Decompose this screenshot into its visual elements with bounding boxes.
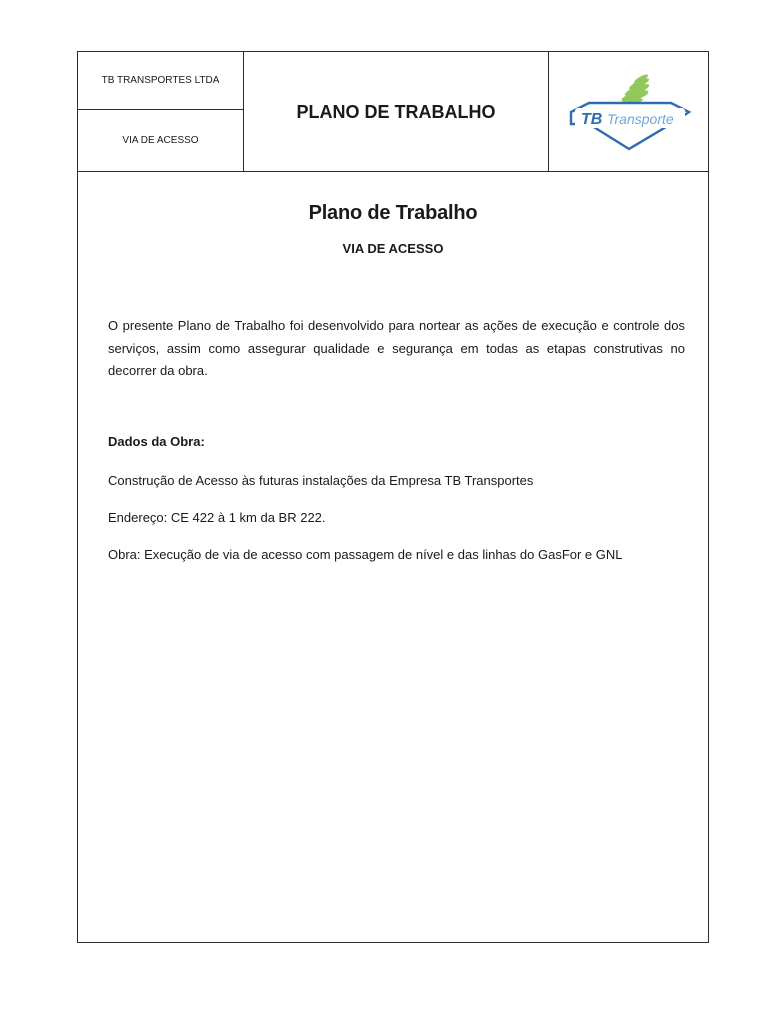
globe-logo-icon	[559, 62, 699, 162]
company-name-cell	[78, 52, 244, 110]
document-header	[78, 52, 708, 172]
paragraph-construcao: Construção de Acesso às futuras instalações da Empresa TB Transportes	[108, 473, 534, 488]
document-subtitle: VIA DE ACESSO	[342, 241, 444, 256]
document-title: Plano de Trabalho	[308, 202, 478, 224]
intro-paragraph: O presente Plano de Trabalho foi desenvolvido para nortear as ações de execução e controle dos serviços, assim como assegurar qualidade e segurança em todas as etapas construtivas no decorrer da obra.	[108, 318, 685, 378]
header-title: PLANO DE TRABALHO	[296, 102, 496, 122]
logo-text-tb: TB	[581, 110, 603, 128]
document-frame	[77, 51, 709, 943]
header-title-cell	[244, 52, 549, 171]
logo-text-transporte: Transporte	[607, 110, 674, 127]
company-logo	[549, 52, 709, 171]
paragraph-obra: Obra: Execução de via de acesso com passagem de nível e das linhas do GasFor e GNL	[108, 547, 623, 562]
company-name: TB TRANSPORTES LTDA	[101, 75, 220, 86]
header-subject: VIA DE ACESSO	[122, 135, 199, 146]
paragraph-endereco: Endereço: CE 422 à 1 km da BR 222.	[108, 510, 326, 525]
subject-cell	[78, 110, 244, 171]
section-heading-dados-da-obra: Dados da Obra:	[108, 434, 205, 449]
